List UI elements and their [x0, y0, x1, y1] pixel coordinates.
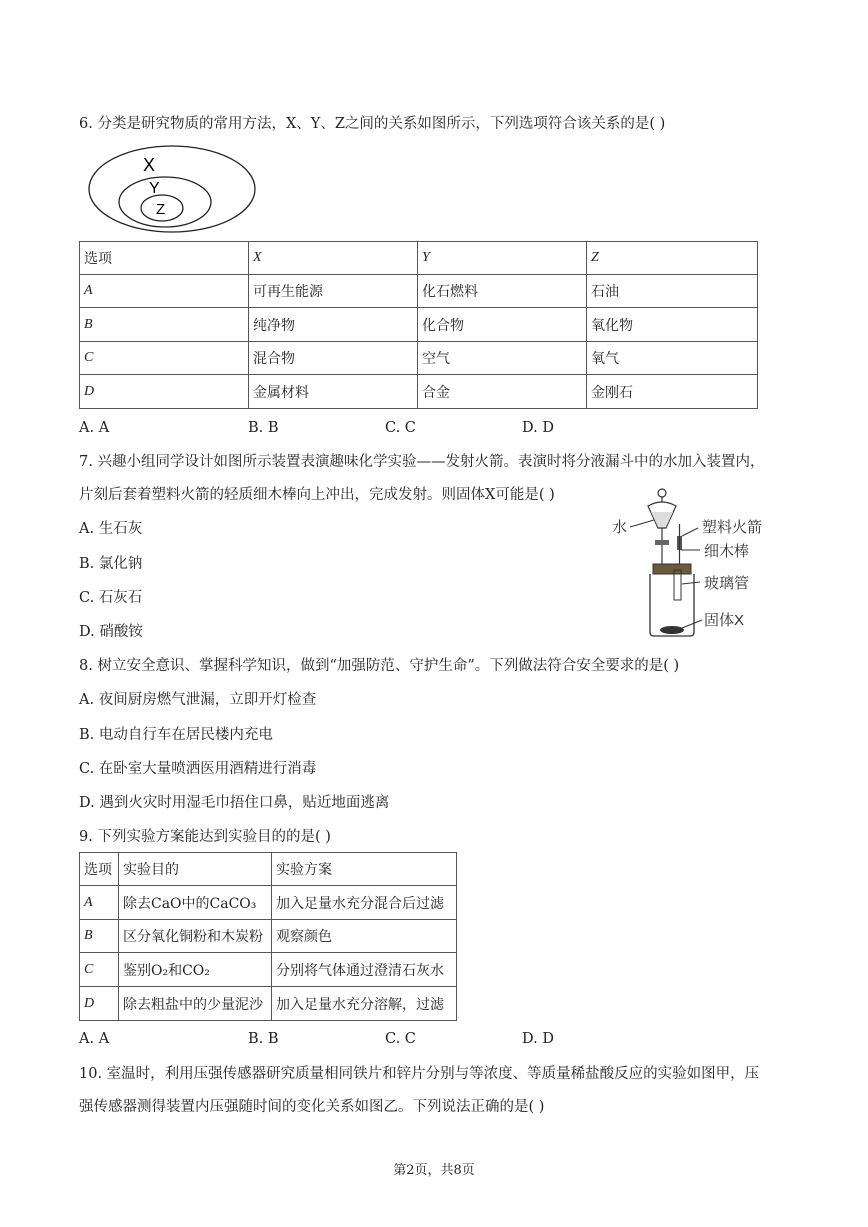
q6-option-b[interactable]: B. B — [248, 420, 279, 436]
table-cell: 除去粗盐中的少量泥沙 — [119, 987, 272, 1021]
table-cell: 可再生能源 — [249, 275, 418, 308]
q8-option-a[interactable]: A. 夜间厨房燃气泄漏，立即开灯检查 — [79, 692, 317, 708]
table-row — [80, 987, 457, 1021]
venn-label-z: Z — [156, 201, 166, 218]
table-cell: 合金 — [418, 375, 587, 409]
label-tube: 玻璃管 — [704, 575, 750, 592]
table-header-cell: 实验方案 — [272, 853, 457, 886]
table-row — [80, 920, 457, 953]
table-cell: B — [80, 920, 119, 953]
table-cell: 空气 — [418, 342, 587, 375]
q9-option-a[interactable]: A. A — [79, 1031, 110, 1047]
page-footer: 第2页，共8页 — [393, 1163, 475, 1178]
table-cell: 化合物 — [418, 308, 587, 342]
table-row — [80, 375, 758, 409]
q9-option-d[interactable]: D. D — [522, 1031, 554, 1047]
q8-option-d[interactable]: D. 遇到火灾时用湿毛巾捂住口鼻，贴近地面逃离 — [79, 795, 390, 811]
q6-table — [79, 241, 758, 409]
q8-option-c[interactable]: C. 在卧室大量喷洒医用酒精进行消毒 — [79, 761, 317, 777]
venn-label-x: X — [143, 155, 156, 175]
q10-stem-line1: 10. 室温时，利用压强传感器研究质量相同铁片和锌片分别与等浓度、等质量稀盐酸反应的实验如图甲，压 — [79, 1066, 760, 1082]
table-cell: A — [80, 275, 249, 308]
label-water: 水 — [612, 519, 628, 536]
q6-stem: 6. 分类是研究物质的常用方法，X、Y、Z之间的关系如图所示，下列选项符合该关系的是( ) — [79, 116, 666, 132]
table-cell: 加入足量水充分溶解，过滤 — [272, 987, 457, 1021]
label-solid: 固体X — [704, 612, 745, 629]
table-cell: 区分氧化铜粉和木炭粉 — [119, 920, 272, 953]
table-cell: 纯净物 — [249, 308, 418, 342]
q6-option-c[interactable]: C. C — [385, 420, 416, 436]
q7-option-d[interactable]: D. 硝酸铵 — [79, 624, 143, 640]
table-cell: 加入足量水充分混合后过滤 — [272, 886, 457, 920]
table-header-cell: Y — [418, 242, 587, 275]
label-rocket: 塑料火箭 — [702, 519, 763, 536]
table-row — [80, 886, 457, 920]
table-cell: 混合物 — [249, 342, 418, 375]
table-cell: 金刚石 — [587, 375, 758, 409]
table-header-cell: 选项 — [80, 853, 119, 886]
q7-option-b[interactable]: B. 氯化钠 — [79, 556, 143, 572]
q9-option-b[interactable]: B. B — [248, 1031, 279, 1047]
table-cell: D — [80, 375, 249, 409]
table-cell: 氧气 — [587, 342, 758, 375]
q10-stem-line2: 强传感器测得装置内压强随时间的变化关系如图乙。下列说法正确的是( ) — [79, 1099, 545, 1115]
table-cell: 除去CaO中的CaCO₃ — [119, 886, 272, 920]
table-header-cell: 实验目的 — [119, 853, 272, 886]
table-cell: 金属材料 — [249, 375, 418, 409]
table-cell: 氧化物 — [587, 308, 758, 342]
q6-venn-diagram — [86, 143, 258, 235]
table-row — [80, 953, 457, 987]
table-header-cell: Z — [587, 242, 758, 275]
table-cell: 石油 — [587, 275, 758, 308]
q7-option-c[interactable]: C. 石灰石 — [79, 590, 143, 606]
q6-option-d[interactable]: D. D — [522, 420, 554, 436]
q6-option-a[interactable]: A. A — [79, 420, 110, 436]
q9-stem: 9. 下列实验方案能达到实验目的的是( ) — [79, 829, 331, 845]
q8-stem: 8. 树立安全意识、掌握科学知识，做到“加强防范、守护生命”。下列做法符合安全要求的是( ) — [79, 658, 680, 674]
table-cell: D — [80, 987, 119, 1021]
table-cell: 分别将气体通过澄清石灰水 — [272, 953, 457, 987]
table-cell: 观察颜色 — [272, 920, 457, 953]
table-cell: 鉴别O₂和CO₂ — [119, 953, 272, 987]
q7-stem-line1: 7. 兴趣小组同学设计如图所示装置表演趣味化学实验——发射火箭。表演时将分液漏斗中的水加入装置内， — [79, 454, 765, 470]
venn-label-y: Y — [149, 180, 160, 197]
q7-option-a[interactable]: A. 生石灰 — [79, 521, 143, 537]
table-header-cell: 选项 — [80, 242, 249, 275]
table-cell: 化石燃料 — [418, 275, 587, 308]
table-row — [80, 308, 758, 342]
table-cell: C — [80, 953, 119, 987]
q9-option-c[interactable]: C. C — [385, 1031, 416, 1047]
table-row — [80, 342, 758, 375]
table-header-cell: X — [249, 242, 418, 275]
table-cell: A — [80, 886, 119, 920]
table-cell: B — [80, 308, 249, 342]
q8-option-b[interactable]: B. 电动自行车在居民楼内充电 — [79, 727, 273, 743]
q9-table — [79, 852, 457, 1021]
q7-stem-line2: 片刻后套着塑料火箭的轻质细木棒向上冲出，完成发射。则固体X可能是( ) — [79, 487, 555, 503]
label-stick: 细木棒 — [704, 543, 750, 560]
table-cell: C — [80, 342, 249, 375]
table-row — [80, 275, 758, 308]
q7-rocket-apparatus-figure — [610, 484, 770, 644]
